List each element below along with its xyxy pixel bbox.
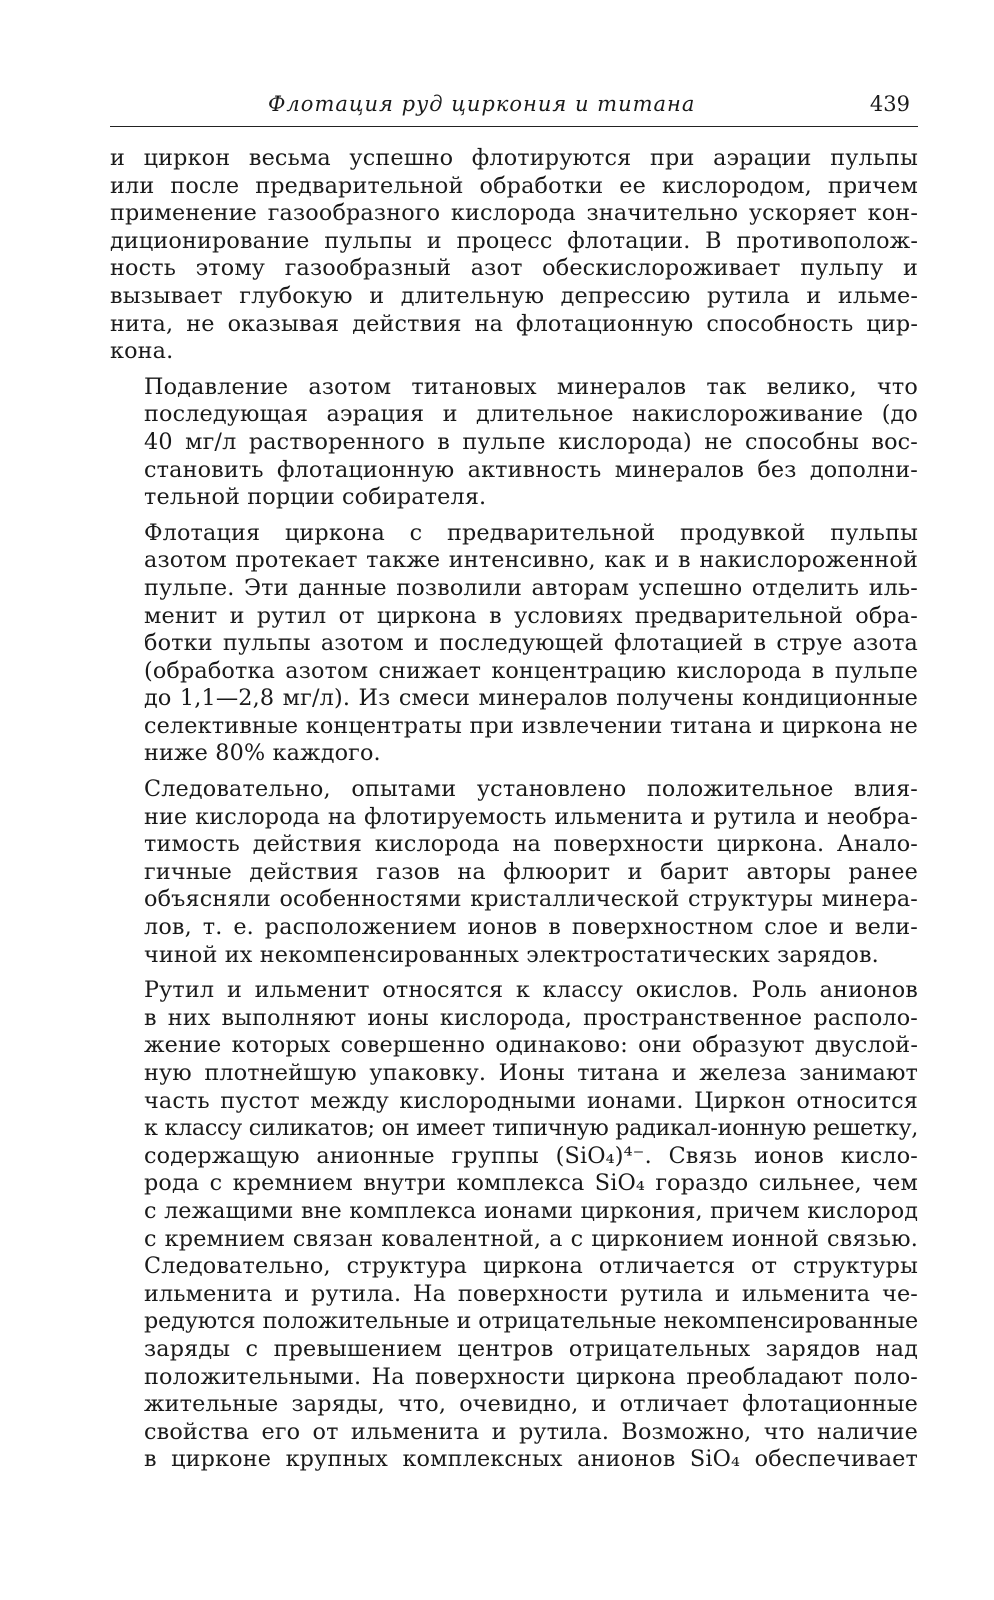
text-line: менит и рутил от циркона в условиях предварительной обра-	[144, 602, 918, 629]
text-line: жение которых совершенно одинаково: они образуют двуслой-	[144, 1032, 918, 1059]
text-line: и циркон весьма успешно флотируются при аэрации пульпы	[110, 145, 918, 171]
paragraph	[110, 374, 918, 512]
running-title: Флотация руд циркония и титана	[268, 92, 696, 116]
text-line: тельной порции собирателя.	[144, 484, 487, 511]
page-number: 439	[869, 92, 910, 116]
text-line: применение газообразного кислорода значительно ускоряет кон-	[110, 200, 918, 227]
text-line: Следовательно, структура циркона отличается от структуры	[144, 1253, 918, 1280]
text-line: ботки пульпы азотом и последующей флотацией в струе азота	[144, 630, 918, 657]
text-line: нита, не оказывая действия на флотационную способность цир-	[110, 310, 918, 337]
text-line: диционирование пульпы и процесс флотации. В противополож-	[110, 227, 918, 254]
text-line: содержащую анионные группы (SiO₄)⁴⁻. Связь ионов кисло-	[144, 1142, 918, 1169]
text-line: редуются положительные и отрицательные некомпенсированные	[144, 1308, 918, 1335]
text-line: положительными. На поверхности циркона преобладают поло-	[144, 1363, 918, 1390]
paragraph	[110, 145, 918, 366]
text-line: 40 мг/л растворенного в пульпе кислорода) не способны вос-	[144, 428, 918, 455]
book-page	[110, 88, 918, 1474]
paragraph	[110, 520, 918, 768]
text-line: вызывает глубокую и длительную депрессию рутила и ильме-	[110, 282, 918, 309]
text-line: последующая аэрация и длительное накислороживание (до	[144, 401, 918, 428]
text-line: Подавление азотом титановых минералов так велико, что	[144, 373, 918, 400]
text-line: тимость действия кислорода на поверхности циркона. Анало-	[144, 831, 918, 858]
text-line: объясняли особенностями кристаллической структуры минера-	[144, 886, 918, 913]
page-header	[110, 88, 918, 127]
text-line: жительные заряды, что, очевидно, и отличает флотационные	[144, 1391, 918, 1418]
text-line: азотом протекает также интенсивно, как и в накислороженной	[144, 547, 918, 574]
text-line: Флотация циркона с предварительной продувкой пульпы	[144, 519, 918, 546]
text-line: в них выполняют ионы кислорода, пространственное располо-	[144, 1004, 918, 1031]
text-line: чиной их некомпенсированных электростатических зарядов.	[144, 941, 879, 968]
text-line: ильменита и рутила. На поверхности рутила и ильменита че-	[144, 1280, 918, 1307]
text-line: ную плотнейшую упаковку. Ионы титана и железа занимают	[144, 1060, 918, 1086]
text-line: к классу силикатов; он имеет типичную радикал-ионную решетку,	[144, 1115, 918, 1142]
body-text	[110, 145, 918, 1474]
text-line: Рутил и ильменит относятся к классу окислов. Роль анионов	[144, 977, 918, 1004]
text-line: в цирконе крупных комплексных анионов SiO₄ обеспечивает	[144, 1446, 918, 1473]
text-line: или после предварительной обработки ее кислородом, причем	[110, 172, 918, 199]
text-line: часть пустот между кислородными ионами. Циркон относится	[144, 1087, 918, 1114]
text-line: лов, т. е. расположением ионов в поверхностном слое и вели-	[144, 914, 918, 941]
text-line: заряды с превышением центров отрицательных зарядов над	[144, 1335, 918, 1362]
paragraph	[110, 776, 918, 969]
text-line: (обработка азотом снижает концентрацию кислорода в пульпе	[144, 657, 918, 684]
text-line: кона.	[110, 338, 174, 365]
text-line: с кремнием связан ковалентной, а с цирконием ионной связью.	[144, 1225, 918, 1252]
text-line: селективные концентраты при извлечении титана и циркона не	[144, 712, 918, 739]
text-line: ность этому газообразный азот обескислороживает пульпу и	[110, 255, 918, 282]
text-line: пульпе. Эти данные позволили авторам успешно отделить иль-	[144, 574, 918, 601]
text-line: рода с кремнием внутри комплекса SiO₄ гораздо сильнее, чем	[144, 1170, 918, 1197]
text-line: ние кислорода на флотируемость ильменита и рутила и необра-	[144, 803, 918, 830]
text-line: до 1,1—2,8 мг/л). Из смеси минералов получены кондиционные	[144, 685, 918, 712]
text-line: гичные действия газов на флюорит и барит авторы ранее	[144, 858, 918, 885]
text-line: ниже 80% каждого.	[144, 740, 381, 767]
text-line: с лежащими вне комплекса ионами циркония, причем кислород	[144, 1197, 918, 1224]
text-line: свойства его от ильменита и рутила. Возможно, что наличие	[144, 1418, 918, 1445]
paragraph	[110, 977, 918, 1474]
text-line: становить флотационную активность минералов без дополни-	[144, 456, 918, 483]
text-line: Следовательно, опытами установлено положительное влия-	[144, 776, 918, 803]
